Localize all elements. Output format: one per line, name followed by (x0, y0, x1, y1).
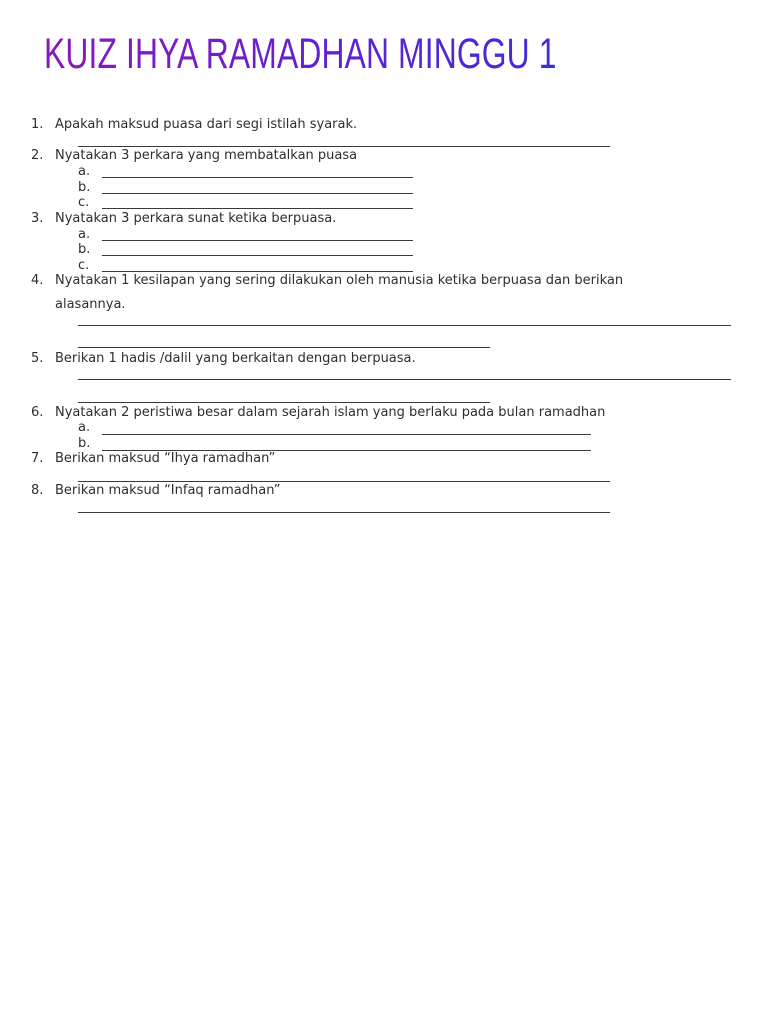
item-label: b. (78, 242, 91, 257)
question-text: Berikan maksud “Infaq ramadhan” (55, 483, 281, 498)
answer-line[interactable] (102, 434, 591, 435)
question-number: 2. (31, 148, 44, 163)
answer-line[interactable] (102, 271, 413, 272)
item-label: a. (78, 164, 91, 179)
item-label: a. (78, 227, 91, 242)
answer-line[interactable] (78, 481, 610, 482)
question-text-continued: alasannya. (55, 297, 126, 312)
question-text: Nyatakan 3 perkara sunat ketika berpuasa. (55, 211, 337, 226)
question-text: Berikan maksud “Ihya ramadhan” (55, 451, 276, 466)
item-label: c. (78, 195, 90, 210)
answer-line[interactable] (102, 193, 413, 194)
question-text: Nyatakan 1 kesilapan yang sering dilakukan oleh manusia ketika berpuasa dan berikan (55, 273, 624, 288)
question-number: 5. (31, 351, 44, 366)
question-text: Apakah maksud puasa dari segi istilah syarak. (55, 117, 358, 132)
answer-line[interactable] (102, 208, 413, 209)
question-number: 6. (31, 405, 44, 420)
question-text: Nyatakan 2 peristiwa besar dalam sejarah islam yang berlaku pada bulan ramadhan (55, 405, 606, 420)
item-label: c. (78, 258, 90, 273)
question-text: Nyatakan 3 perkara yang membatalkan puasa (55, 148, 358, 163)
question-number: 4. (31, 273, 44, 288)
question-number: 1. (31, 117, 44, 132)
item-label: b. (78, 180, 91, 195)
question-number: 8. (31, 483, 44, 498)
question-number: 3. (31, 211, 44, 226)
answer-line[interactable] (78, 402, 490, 403)
question-number: 7. (31, 451, 44, 466)
answer-line[interactable] (78, 325, 731, 326)
answer-line[interactable] (78, 347, 490, 348)
question-text: Berikan 1 hadis /dalil yang berkaitan dengan berpuasa. (55, 351, 416, 366)
answer-line[interactable] (102, 255, 413, 256)
item-label: a. (78, 420, 91, 435)
item-label: b. (78, 436, 91, 451)
answer-line[interactable] (102, 240, 413, 241)
answer-line[interactable] (102, 177, 413, 178)
answer-line[interactable] (78, 379, 731, 380)
answer-line[interactable] (78, 146, 610, 147)
page-title: KUIZ IHYA RAMADHAN MINGGU 1 (44, 24, 557, 84)
answer-line[interactable] (78, 512, 610, 513)
